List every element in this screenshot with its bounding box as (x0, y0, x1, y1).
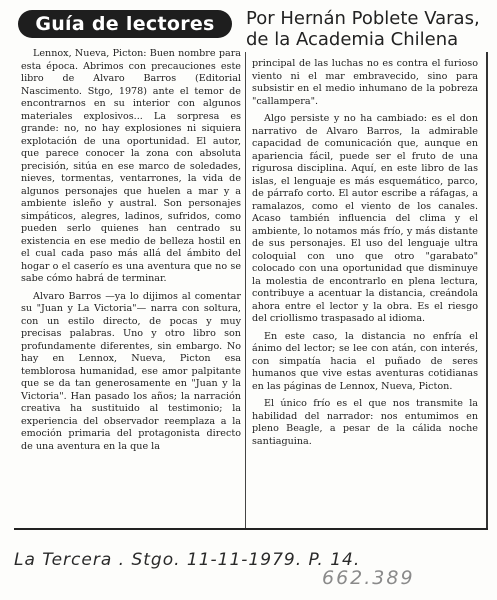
byline-author: Por Hernán Poblete Varas, (246, 8, 480, 29)
article-right-column (252, 58, 478, 453)
article-paragraph: Algo persiste y no ha cambiado: es el don narrativo de Alvaro Barros, la admirable capacidad de comunicación que, aunque en apariencia fácil, puede ser el fruto de una rigurosa disciplina. Aquí, en este libro de las islas, el lenguaje es más esquemático, parco, de párrafo corto. El autor escribe a ráfagas, a ramalazos, como el viento de los canales. Acaso también influencia del clima y el ambiente, lo notamos más frío, y más distante de sus personajes. El uso del lenguaje ultra coloquial con uno que otro "garabato" colocado con una oportunidad que disminuye la molestia de encontrarlo en plena lectura, contribuye a acentuar la distancia, creándola ahora entre el lector y la obra. Es el riesgo del criollismo traspasado al idioma. (252, 113, 478, 324)
article-paragraph: Lennox, Nueva, Picton: Buen nombre para esta época. Abrimos con precauciones este libro de Alvaro Barros (Editorial Nascimento. Stgo, 1978) ante el temor de encontrarnos en su interior con algunos materiales explosivos... La sorpresa es grande: no, no hay explosiones ni siquiera explotación de una oportunidad. El autor, que parece conocer la zona con absoluta precisión, sitúa en ese marco de soledades, nieves, tormentas, ventarrones, la vida de algunos personajes que huelen a mar y a ambiente isleño y austral. Son personajes simpáticos, alegres, ladinos, sufridos, como pueden serlo quienes han centrado su existencia en ese medio de belleza hostil en el cual cada paso más allá del ámbito del hogar o el caserío es una aventura que no se sabe cómo habrá de terminar. (21, 48, 241, 284)
byline-affiliation: de la Academia Chilena (246, 29, 459, 50)
article-paragraph: principal de las luchas no es contra el furioso viento ni el mar embravecido, sino para subsistir en el medio inhumano de la pobreza "callampera". (252, 58, 478, 107)
bottom-rule (14, 528, 488, 530)
article-paragraph: En este caso, la distancia no enfría el ánimo del lector; se lee con atán, con interés, con simpatía hacia el puñado de seres humanos que vive estas aventuras cotidianas en las páginas de Lennox, Nueva, Picton. (252, 330, 478, 392)
handwritten-catalog-number: 662.389 (322, 567, 415, 589)
article-paragraph: El único frío es el que nos transmite la habilidad del narrador: nos entumimos en pleno Beagle, a pesar de la cálida noche santiaguina. (252, 398, 478, 447)
section-label: Guía de lectores (35, 13, 215, 35)
right-border (486, 52, 488, 530)
article-paragraph: Alvaro Barros —ya lo dijimos al comentar su "Juan y La Victoria"— narra con soltura, con un estilo directo, de pocas y muy precisas palabras. Uno y otro libro son profundamente diferentes, sin embargo. No hay en Lennox, Nueva, Picton esa temblorosa humanidad, ese amor palpitante que se da tan generosamente en "Juan y la Victoria". Han pasado los años; la narración creativa ha sustituido al testimonio; la experiencia del observador reemplaza a la emoción primaria del protagonista directo de una aventura en la que la (21, 290, 241, 452)
article-left-column (21, 48, 241, 458)
section-banner (18, 10, 232, 38)
byline (246, 8, 480, 50)
column-divider (245, 52, 246, 530)
handwritten-source-note: La Tercera . Stgo. 11-11-1979. P. 14. (14, 550, 361, 570)
